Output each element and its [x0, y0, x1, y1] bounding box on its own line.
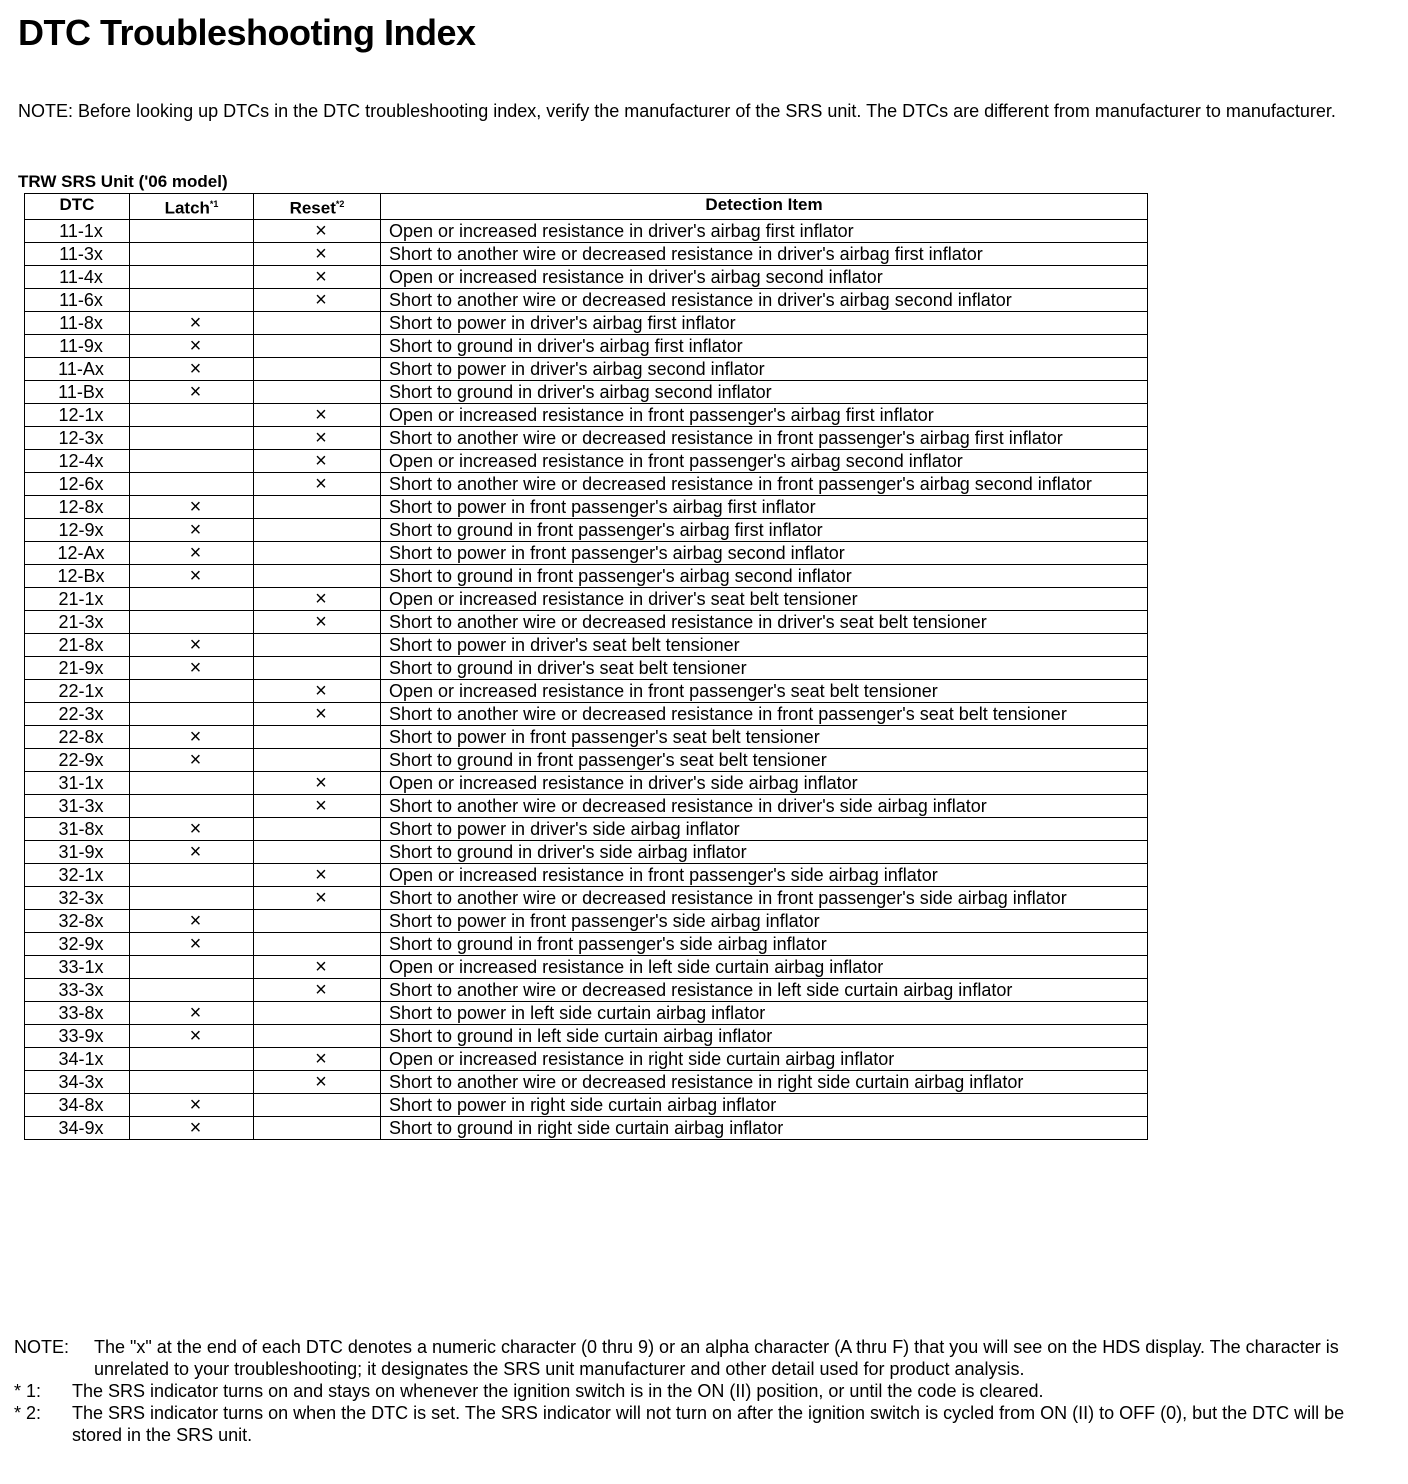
dtc-code: 32-8x [25, 909, 130, 932]
dtc-code: 22-9x [25, 748, 130, 771]
latch-mark: × [130, 932, 254, 955]
reset-mark: × [254, 863, 381, 886]
header-latch [130, 194, 254, 220]
detection-item: Short to power in left side curtain airbag inflator [381, 1001, 1148, 1024]
detection-item: Short to power in driver's side airbag inflator [381, 817, 1148, 840]
header-detection-item [381, 194, 1148, 220]
detection-item: Open or increased resistance in front passenger's airbag second inflator [381, 449, 1148, 472]
reset-mark [254, 334, 381, 357]
table-row [25, 1024, 1148, 1047]
table-row [25, 610, 1148, 633]
footnote-2 [14, 1402, 1394, 1446]
note-x [14, 1336, 1394, 1380]
dtc-code: 34-9x [25, 1116, 130, 1139]
header-latch-label: Latch [164, 198, 210, 218]
dtc-code: 11-Bx [25, 380, 130, 403]
note-text: The "x" at the end of each DTC denotes a numeric character (0 thru 9) or an alpha character (A thru F) that you will see on the HDS display. The character is unrelated to your troubleshooting; it designates the SRS unit manufacturer and other detail used for product analysis. [94, 1337, 1339, 1379]
dtc-code: 21-1x [25, 587, 130, 610]
detection-item: Short to another wire or decreased resistance in left side curtain airbag inflator [381, 978, 1148, 1001]
reset-mark [254, 1024, 381, 1047]
detection-item: Open or increased resistance in driver's seat belt tensioner [381, 587, 1148, 610]
latch-mark [130, 679, 254, 702]
dtc-code: 11-3x [25, 242, 130, 265]
detection-item: Short to another wire or decreased resistance in front passenger's seat belt tensioner [381, 702, 1148, 725]
reset-mark [254, 564, 381, 587]
table-caption: TRW SRS Unit ('06 model) [18, 172, 228, 191]
dtc-code: 31-9x [25, 840, 130, 863]
dtc-code: 12-9x [25, 518, 130, 541]
latch-mark [130, 449, 254, 472]
detection-item: Short to another wire or decreased resistance in driver's airbag first inflator [381, 242, 1148, 265]
dtc-code: 11-1x [25, 219, 130, 242]
footnote-1-text: The SRS indicator turns on and stays on whenever the ignition switch is in the ON (II) position, or until the code is cleared. [72, 1381, 1044, 1401]
table-row [25, 978, 1148, 1001]
table-row [25, 909, 1148, 932]
table-row [25, 679, 1148, 702]
header-latch-footnote: *1 [209, 199, 219, 209]
reset-mark: × [254, 219, 381, 242]
reset-mark: × [254, 587, 381, 610]
dtc-code: 32-3x [25, 886, 130, 909]
table-row [25, 449, 1148, 472]
detection-item: Short to ground in driver's seat belt tensioner [381, 656, 1148, 679]
latch-mark [130, 1070, 254, 1093]
table-row [25, 794, 1148, 817]
table-row [25, 242, 1148, 265]
detection-item: Short to power in driver's airbag first inflator [381, 311, 1148, 334]
reset-mark [254, 725, 381, 748]
table-row [25, 1047, 1148, 1070]
dtc-code: 33-1x [25, 955, 130, 978]
table-header-row [25, 194, 1148, 220]
reset-mark: × [254, 702, 381, 725]
table-row [25, 426, 1148, 449]
latch-mark: × [130, 564, 254, 587]
reset-mark: × [254, 679, 381, 702]
table-row [25, 1093, 1148, 1116]
latch-mark [130, 219, 254, 242]
table-row [25, 311, 1148, 334]
reset-mark [254, 495, 381, 518]
detection-item: Short to another wire or decreased resistance in front passenger's airbag second inflator [381, 472, 1148, 495]
latch-mark [130, 771, 254, 794]
dtc-code: 32-1x [25, 863, 130, 886]
table-row [25, 725, 1148, 748]
dtc-code: 22-8x [25, 725, 130, 748]
table-row [25, 748, 1148, 771]
latch-mark [130, 702, 254, 725]
latch-mark [130, 955, 254, 978]
dtc-code: 22-3x [25, 702, 130, 725]
latch-mark: × [130, 380, 254, 403]
latch-mark: × [130, 633, 254, 656]
dtc-code: 31-8x [25, 817, 130, 840]
table-row [25, 219, 1148, 242]
detection-item: Short to ground in front passenger's airbag first inflator [381, 518, 1148, 541]
latch-mark: × [130, 334, 254, 357]
table-row [25, 932, 1148, 955]
dtc-code: 11-8x [25, 311, 130, 334]
table-row [25, 357, 1148, 380]
detection-item: Short to power in front passenger's airbag second inflator [381, 541, 1148, 564]
dtc-code: 12-8x [25, 495, 130, 518]
reset-mark: × [254, 242, 381, 265]
dtc-code: 31-3x [25, 794, 130, 817]
reset-mark [254, 380, 381, 403]
dtc-code: 22-1x [25, 679, 130, 702]
reset-mark [254, 817, 381, 840]
latch-mark: × [130, 909, 254, 932]
latch-mark [130, 403, 254, 426]
reset-mark [254, 748, 381, 771]
latch-mark [130, 265, 254, 288]
dtc-code: 12-Bx [25, 564, 130, 587]
header-reset-footnote: *2 [335, 199, 345, 209]
reset-mark: × [254, 1070, 381, 1093]
detection-item: Open or increased resistance in right side curtain airbag inflator [381, 1047, 1148, 1070]
detection-item: Short to ground in right side curtain airbag inflator [381, 1116, 1148, 1139]
dtc-code: 33-8x [25, 1001, 130, 1024]
table-row [25, 495, 1148, 518]
reset-mark: × [254, 771, 381, 794]
dtc-code: 32-9x [25, 932, 130, 955]
table-row [25, 587, 1148, 610]
detection-item: Short to another wire or decreased resistance in driver's airbag second inflator [381, 288, 1148, 311]
dtc-code: 21-9x [25, 656, 130, 679]
table-row [25, 1001, 1148, 1024]
latch-mark: × [130, 1024, 254, 1047]
reset-mark: × [254, 472, 381, 495]
dtc-code: 34-8x [25, 1093, 130, 1116]
detection-item: Short to ground in front passenger's airbag second inflator [381, 564, 1148, 587]
detection-item: Short to power in right side curtain airbag inflator [381, 1093, 1148, 1116]
detection-item: Short to ground in driver's side airbag inflator [381, 840, 1148, 863]
header-reset-label: Reset [289, 198, 336, 218]
dtc-code: 33-3x [25, 978, 130, 1001]
footnote-1 [14, 1380, 1394, 1402]
reset-mark: × [254, 794, 381, 817]
footnote-2-text: The SRS indicator turns on when the DTC is set. The SRS indicator will not turn on after the ignition switch is cycled from ON (II) to OFF (0), but the DTC will be stored in the SRS unit. [72, 1403, 1345, 1445]
latch-mark [130, 587, 254, 610]
detection-item: Short to power in driver's seat belt tensioner [381, 633, 1148, 656]
latch-mark [130, 610, 254, 633]
reset-mark [254, 357, 381, 380]
detection-item: Open or increased resistance in driver's airbag first inflator [381, 219, 1148, 242]
latch-mark [130, 978, 254, 1001]
dtc-code: 11-9x [25, 334, 130, 357]
reset-mark: × [254, 978, 381, 1001]
table-row [25, 863, 1148, 886]
table-row [25, 840, 1148, 863]
detection-item: Short to ground in front passenger's side airbag inflator [381, 932, 1148, 955]
detection-item: Short to another wire or decreased resistance in driver's side airbag inflator [381, 794, 1148, 817]
reset-mark [254, 311, 381, 334]
detection-item: Short to ground in driver's airbag first inflator [381, 334, 1148, 357]
reset-mark: × [254, 449, 381, 472]
header-reset [254, 194, 381, 220]
detection-item: Open or increased resistance in front passenger's side airbag inflator [381, 863, 1148, 886]
reset-mark: × [254, 403, 381, 426]
footnotes [14, 1336, 1394, 1446]
table-row [25, 955, 1148, 978]
header-item-label: Detection Item [705, 195, 823, 214]
detection-item: Short to another wire or decreased resistance in front passenger's airbag first inflator [381, 426, 1148, 449]
table-row [25, 771, 1148, 794]
table-row [25, 265, 1148, 288]
dtc-code: 12-1x [25, 403, 130, 426]
reset-mark [254, 633, 381, 656]
latch-mark: × [130, 311, 254, 334]
dtc-code: 12-3x [25, 426, 130, 449]
latch-mark [130, 886, 254, 909]
detection-item: Open or increased resistance in front passenger's seat belt tensioner [381, 679, 1148, 702]
dtc-code: 12-Ax [25, 541, 130, 564]
latch-mark [130, 288, 254, 311]
table-row [25, 472, 1148, 495]
reset-mark [254, 909, 381, 932]
latch-mark [130, 242, 254, 265]
dtc-code: 21-3x [25, 610, 130, 633]
table-row [25, 886, 1148, 909]
table-row [25, 518, 1148, 541]
footnote-1-label: * 1: [14, 1381, 42, 1401]
detection-item: Short to another wire or decreased resistance in driver's seat belt tensioner [381, 610, 1148, 633]
detection-item: Short to power in front passenger's side airbag inflator [381, 909, 1148, 932]
reset-mark [254, 1093, 381, 1116]
detection-item: Short to power in driver's airbag second inflator [381, 357, 1148, 380]
table-row [25, 1070, 1148, 1093]
dtc-code: 11-4x [25, 265, 130, 288]
table-row [25, 656, 1148, 679]
reset-mark [254, 1116, 381, 1139]
dtc-code: 34-3x [25, 1070, 130, 1093]
latch-mark: × [130, 541, 254, 564]
detection-item: Open or increased resistance in driver's airbag second inflator [381, 265, 1148, 288]
latch-mark: × [130, 725, 254, 748]
latch-mark: × [130, 748, 254, 771]
latch-mark [130, 472, 254, 495]
detection-item: Short to another wire or decreased resistance in right side curtain airbag inflator [381, 1070, 1148, 1093]
reset-mark [254, 932, 381, 955]
dtc-code: 21-8x [25, 633, 130, 656]
latch-mark: × [130, 840, 254, 863]
latch-mark [130, 426, 254, 449]
table-row [25, 564, 1148, 587]
reset-mark [254, 518, 381, 541]
intro-note: NOTE: Before looking up DTCs in the DTC troubleshooting index, verify the manufacturer of the SRS unit. The DTCs are different from manufacturer to manufacturer. [18, 101, 1336, 121]
table-row [25, 633, 1148, 656]
table-row [25, 817, 1148, 840]
latch-mark: × [130, 656, 254, 679]
latch-mark: × [130, 495, 254, 518]
header-dtc [25, 194, 130, 220]
table-row [25, 334, 1148, 357]
reset-mark: × [254, 610, 381, 633]
latch-mark: × [130, 1093, 254, 1116]
table-body [25, 219, 1148, 1139]
table-row [25, 702, 1148, 725]
reset-mark: × [254, 1047, 381, 1070]
reset-mark: × [254, 955, 381, 978]
detection-item: Short to ground in driver's airbag second inflator [381, 380, 1148, 403]
detection-item: Open or increased resistance in driver's side airbag inflator [381, 771, 1148, 794]
latch-mark [130, 863, 254, 886]
dtc-table [24, 193, 1148, 1140]
table-row [25, 380, 1148, 403]
latch-mark: × [130, 357, 254, 380]
reset-mark: × [254, 265, 381, 288]
note-label: NOTE: [14, 1337, 70, 1357]
dtc-code: 34-1x [25, 1047, 130, 1070]
reset-mark: × [254, 426, 381, 449]
latch-mark [130, 794, 254, 817]
table-row [25, 288, 1148, 311]
page-title: DTC Troubleshooting Index [18, 12, 476, 53]
table-row [25, 541, 1148, 564]
latch-mark: × [130, 1001, 254, 1024]
reset-mark [254, 1001, 381, 1024]
reset-mark [254, 656, 381, 679]
header-dtc-label: DTC [59, 195, 95, 214]
detection-item: Short to another wire or decreased resistance in front passenger's side airbag inflator [381, 886, 1148, 909]
reset-mark [254, 840, 381, 863]
detection-item: Open or increased resistance in left side curtain airbag inflator [381, 955, 1148, 978]
reset-mark: × [254, 288, 381, 311]
dtc-code: 11-6x [25, 288, 130, 311]
detection-item: Short to ground in front passenger's seat belt tensioner [381, 748, 1148, 771]
dtc-code: 12-6x [25, 472, 130, 495]
footnote-2-label: * 2: [14, 1403, 42, 1423]
detection-item: Open or increased resistance in front passenger's airbag first inflator [381, 403, 1148, 426]
latch-mark [130, 1047, 254, 1070]
latch-mark: × [130, 1116, 254, 1139]
dtc-code: 31-1x [25, 771, 130, 794]
table-row [25, 1116, 1148, 1139]
latch-mark: × [130, 518, 254, 541]
detection-item: Short to ground in left side curtain airbag inflator [381, 1024, 1148, 1047]
reset-mark: × [254, 886, 381, 909]
dtc-code: 33-9x [25, 1024, 130, 1047]
detection-item: Short to power in front passenger's airbag first inflator [381, 495, 1148, 518]
dtc-code: 11-Ax [25, 357, 130, 380]
dtc-code: 12-4x [25, 449, 130, 472]
detection-item: Short to power in front passenger's seat belt tensioner [381, 725, 1148, 748]
latch-mark: × [130, 817, 254, 840]
table-row [25, 403, 1148, 426]
reset-mark [254, 541, 381, 564]
